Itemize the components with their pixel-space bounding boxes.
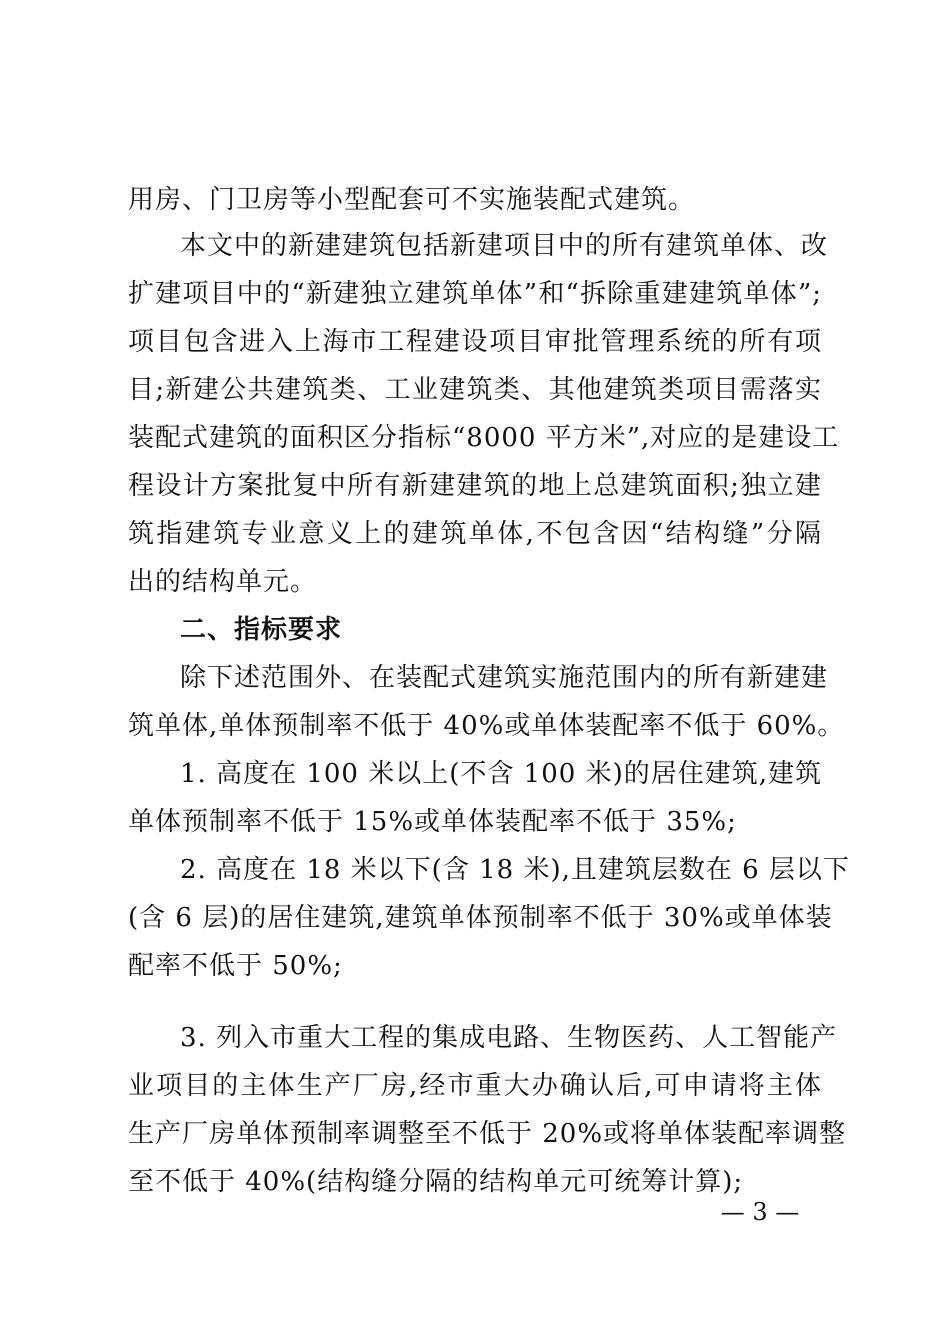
- body-text-line: 用房、门卫房等小型配套可不实施装配式建筑。: [128, 185, 696, 215]
- section-heading: 二、指标要求: [180, 615, 343, 645]
- body-text-line: 目;新建公共建筑类、工业建筑类、其他建筑类项目需落实: [128, 375, 822, 405]
- list-item-line: 2. 高度在 18 米以下(含 18 米),且建筑层数在 6 层以下: [180, 855, 850, 885]
- list-item-line: 配率不低于 50%;: [128, 951, 343, 981]
- body-text-line: 筑单体,单体预制率不低于 40%或单体装配率不低于 60%。: [128, 711, 845, 741]
- page-number: — 3 —: [720, 1198, 800, 1226]
- list-item-line: 3. 列入市重大工程的集成电路、生物医药、人工智能产: [180, 1023, 838, 1053]
- list-item-line: 业项目的主体生产厂房,经市重大办确认后,可申请将主体: [128, 1071, 822, 1101]
- list-item-line: (含 6 层)的居住建筑,建筑单体预制率不低于 30%或单体装: [128, 903, 833, 933]
- body-text-line: 扩建项目中的“新建独立建筑单体”和“拆除重建建筑单体”;: [128, 279, 822, 309]
- body-text-line: 装配式建筑的面积区分指标“8000 平方米”,对应的是建设工: [128, 423, 840, 453]
- body-text-line: 除下述范围外、在装配式建筑实施范围内的所有新建建: [180, 663, 829, 693]
- list-item-line: 单体预制率不低于 15%或单体装配率不低于 35%;: [128, 807, 737, 837]
- list-item-line: 至不低于 40%(结构缝分隔的结构单元可统筹计算);: [128, 1167, 744, 1197]
- body-text-line: 出的结构单元。: [128, 567, 318, 597]
- body-text-line: 筑指建筑专业意义上的建筑单体,不包含因“结构缝”分隔: [128, 519, 822, 549]
- body-text-line: 程设计方案批复中所有新建建筑的地上总建筑面积;独立建: [128, 471, 822, 501]
- body-text-line: 本文中的新建建筑包括新建项目中的所有建筑单体、改: [180, 231, 829, 261]
- list-item-line: 1. 高度在 100 米以上(不含 100 米)的居住建筑,建筑: [180, 759, 822, 789]
- list-item-line: 生产厂房单体预制率调整至不低于 20%或将单体装配率调整: [128, 1119, 847, 1149]
- body-text-line: 项目包含进入上海市工程建设项目审批管理系统的所有项: [128, 327, 822, 357]
